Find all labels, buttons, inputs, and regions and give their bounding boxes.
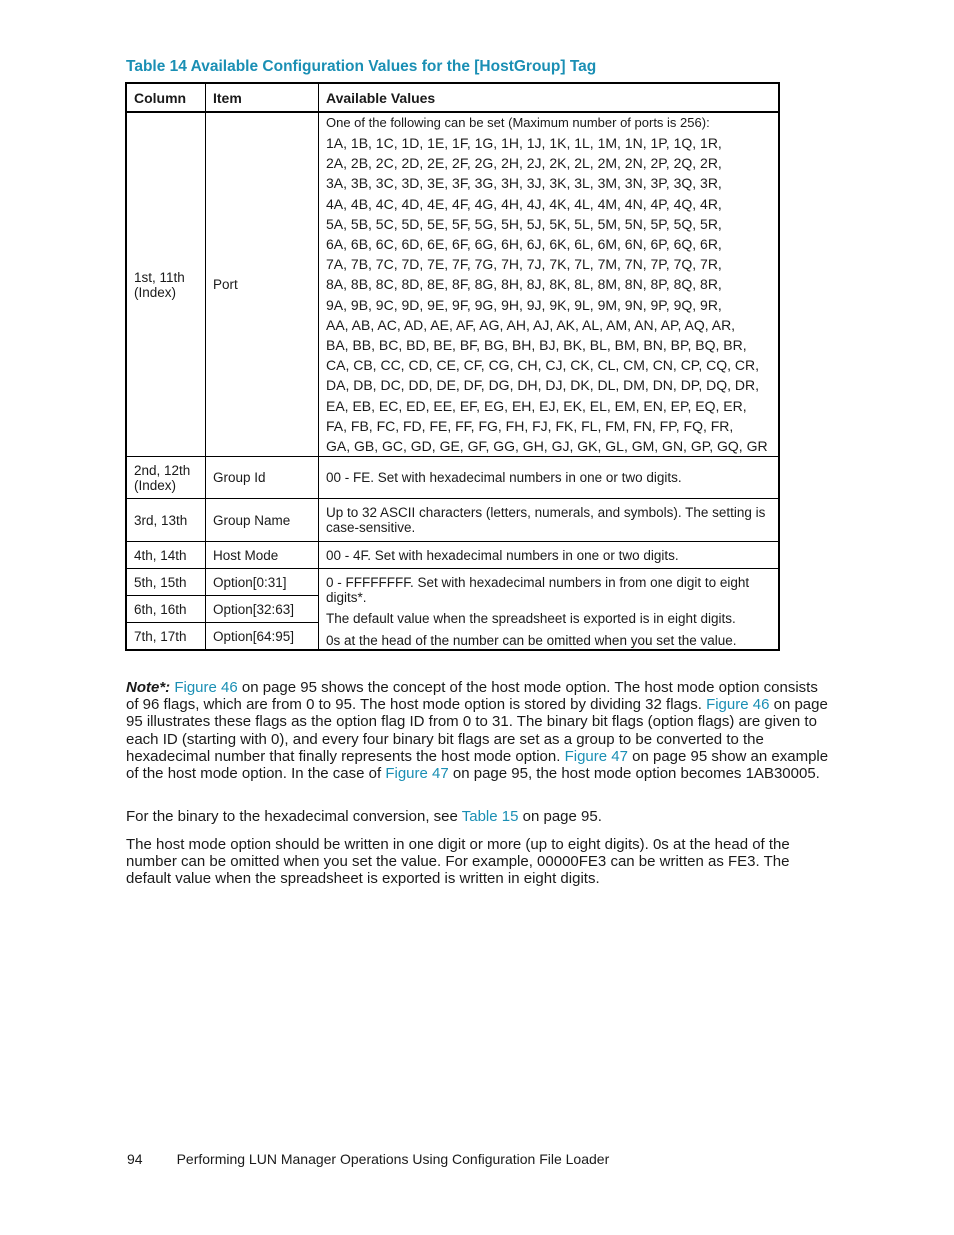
table-caption: Table 14 Available Configuration Values for the [HostGroup] Tag <box>126 58 597 75</box>
cell-item: Option[32:63] <box>206 596 319 623</box>
figure-47-link[interactable]: Figure 47 <box>564 747 628 765</box>
port-list-line: AA, AB, AC, AD, AE, AF, AG, AH, AJ, AK, AL, AM, AN, AP, AQ, AR, <box>326 316 736 333</box>
cell-value: 00 - FE. Set with hexadecimal numbers in one or two digits. <box>319 457 780 499</box>
port-list <box>326 133 771 456</box>
table-row <box>126 457 779 499</box>
cell-item: Host Mode <box>206 542 319 569</box>
cell-column: 3rd, 13th <box>126 499 206 542</box>
cell-value: Up to 32 ASCII characters (letters, numerals, and symbols). The setting is case-sensitive. <box>319 499 780 542</box>
note-text: on page 95, the host mode option becomes 1AB30005. <box>448 765 820 783</box>
option-value-line: 0s at the head of the number can be omitted when you set the value. <box>326 632 737 648</box>
cell-port-values <box>319 112 780 457</box>
page-footer <box>127 1151 609 1167</box>
port-list-line: 9A, 9B, 9C, 9D, 9E, 9F, 9G, 9H, 9J, 9K, 9L, 9M, 9N, 9P, 9Q, 9R, <box>326 296 722 313</box>
port-list-line: EA, EB, EC, ED, EE, EF, EG, EH, EJ, EK, EL, EM, EN, EP, EQ, ER, <box>326 397 747 414</box>
cell-item: Option[0:31] <box>206 569 319 596</box>
port-list-line: 4A, 4B, 4C, 4D, 4E, 4F, 4G, 4H, 4J, 4K, 4L, 4M, 4N, 4P, 4Q, 4R, <box>326 195 722 212</box>
table-row <box>126 499 779 542</box>
paragraph-text: For the binary to the hexadecimal conversion, see <box>126 808 462 825</box>
hostgroup-config-table <box>125 82 780 651</box>
port-list-line: 6A, 6B, 6C, 6D, 6E, 6F, 6G, 6H, 6J, 6K, 6L, 6M, 6N, 6P, 6Q, 6R, <box>326 236 722 253</box>
cell-item: Group Id <box>206 457 319 499</box>
port-list-line: BA, BB, BC, BD, BE, BF, BG, BH, BJ, BK, BL, BM, BN, BP, BQ, BR, <box>326 337 747 354</box>
port-list-line: 2A, 2B, 2C, 2D, 2E, 2F, 2G, 2H, 2J, 2K, 2L, 2M, 2N, 2P, 2Q, 2R, <box>326 155 722 172</box>
port-list-line: 8A, 8B, 8C, 8D, 8E, 8F, 8G, 8H, 8J, 8K, 8L, 8M, 8N, 8P, 8Q, 8R, <box>326 276 722 293</box>
conversion-paragraph <box>126 808 834 825</box>
table-row <box>126 112 779 457</box>
port-list-line: CA, CB, CC, CD, CE, CF, CG, CH, CJ, CK, CL, CM, CN, CP, CQ, CR, <box>326 357 760 374</box>
port-list-line: 3A, 3B, 3C, 3D, 3E, 3F, 3G, 3H, 3J, 3K, 3L, 3M, 3N, 3P, 3Q, 3R, <box>326 175 722 192</box>
cell-column: 7th, 17th <box>126 623 206 650</box>
header-available-values: Available Values <box>319 83 780 112</box>
cell-column: 2nd, 12th (Index) <box>126 457 206 499</box>
port-intro-text: One of the following can be set (Maximum number of ports is 256): <box>326 115 710 130</box>
table-header-row <box>126 83 779 112</box>
cell-option-value <box>319 569 780 650</box>
cell-column: 4th, 14th <box>126 542 206 569</box>
cell-column: 6th, 16th <box>126 596 206 623</box>
port-list-line: FA, FB, FC, FD, FE, FF, FG, FH, FJ, FK, FL, FM, FN, FP, FQ, FR, <box>326 417 734 434</box>
cell-column: 1st, 11th (Index) <box>126 112 206 457</box>
host-mode-paragraph: The host mode option should be written in one digit or more (up to eight digits). 0s at the head of the number can be omitted when you set the value. For example, 00000FE3 can be written as FE3. The default value when the spreadsheet is exported is written in eight digits. <box>126 836 790 888</box>
cell-item: Option[64:95] <box>206 623 319 650</box>
port-list-line: 7A, 7B, 7C, 7D, 7E, 7F, 7G, 7H, 7J, 7K, 7L, 7M, 7N, 7P, 7Q, 7R, <box>326 256 722 273</box>
cell-item: Group Name <box>206 499 319 542</box>
paragraph-text: on page 95. <box>518 808 602 825</box>
option-value-line: The default value when the spreadsheet is exported is in eight digits. <box>326 610 736 626</box>
footer-title: Performing LUN Manager Operations Using Configuration File Loader <box>176 1151 610 1167</box>
table-row <box>126 542 779 569</box>
cell-value: 00 - 4F. Set with hexadecimal numbers in one or two digits. <box>319 542 780 569</box>
header-column: Column <box>126 83 206 112</box>
note-label: Note*: <box>126 679 171 696</box>
port-list-line: DA, DB, DC, DD, DE, DF, DG, DH, DJ, DK, DL, DM, DN, DP, DQ, DR, <box>326 377 760 394</box>
note-text: on page 95 illustrates these flags as the option flag ID from 0 to 31. The binary bit flags (option flags) are given to each ID (starting with 0), and every four binary bit flags are set as a group to be converted to the hexadecimal number that finally represents the host mode option. <box>126 696 828 765</box>
note-paragraph <box>126 679 834 782</box>
option-value-line: 0 - FFFFFFFF. Set with hexadecimal numbers in from one digit to eight digits*. <box>326 574 750 605</box>
header-item: Item <box>206 83 319 112</box>
port-list-line: 1A, 1B, 1C, 1D, 1E, 1F, 1G, 1H, 1J, 1K, 1L, 1M, 1N, 1P, 1Q, 1R, <box>326 135 722 151</box>
table-row <box>126 569 779 596</box>
note-text: on page 95 shows the concept of the host mode option. The host mode option consists of 96 flags, which are from 0 to 95. The host mode option is stored by dividing 32 flags. <box>126 679 818 714</box>
cell-column: 5th, 15th <box>126 569 206 596</box>
page-number: 94 <box>127 1151 143 1167</box>
figure-47-link[interactable]: Figure 47 <box>385 765 449 783</box>
cell-item: Port <box>206 112 319 457</box>
port-list-line: 5A, 5B, 5C, 5D, 5E, 5F, 5G, 5H, 5J, 5K, 5L, 5M, 5N, 5P, 5Q, 5R, <box>326 215 722 232</box>
figure-46-link[interactable]: Figure 46 <box>706 696 770 714</box>
table-15-link[interactable]: Table 15 <box>461 808 519 825</box>
figure-46-link[interactable]: Figure 46 <box>174 679 238 696</box>
note-text: on page 95 show an example of the host mode option. In the case of <box>126 747 829 783</box>
port-list-line: GA, GB, GC, GD, GE, GF, GG, GH, GJ, GK, GL, GM, GN, GP, GQ, GR <box>326 438 768 455</box>
